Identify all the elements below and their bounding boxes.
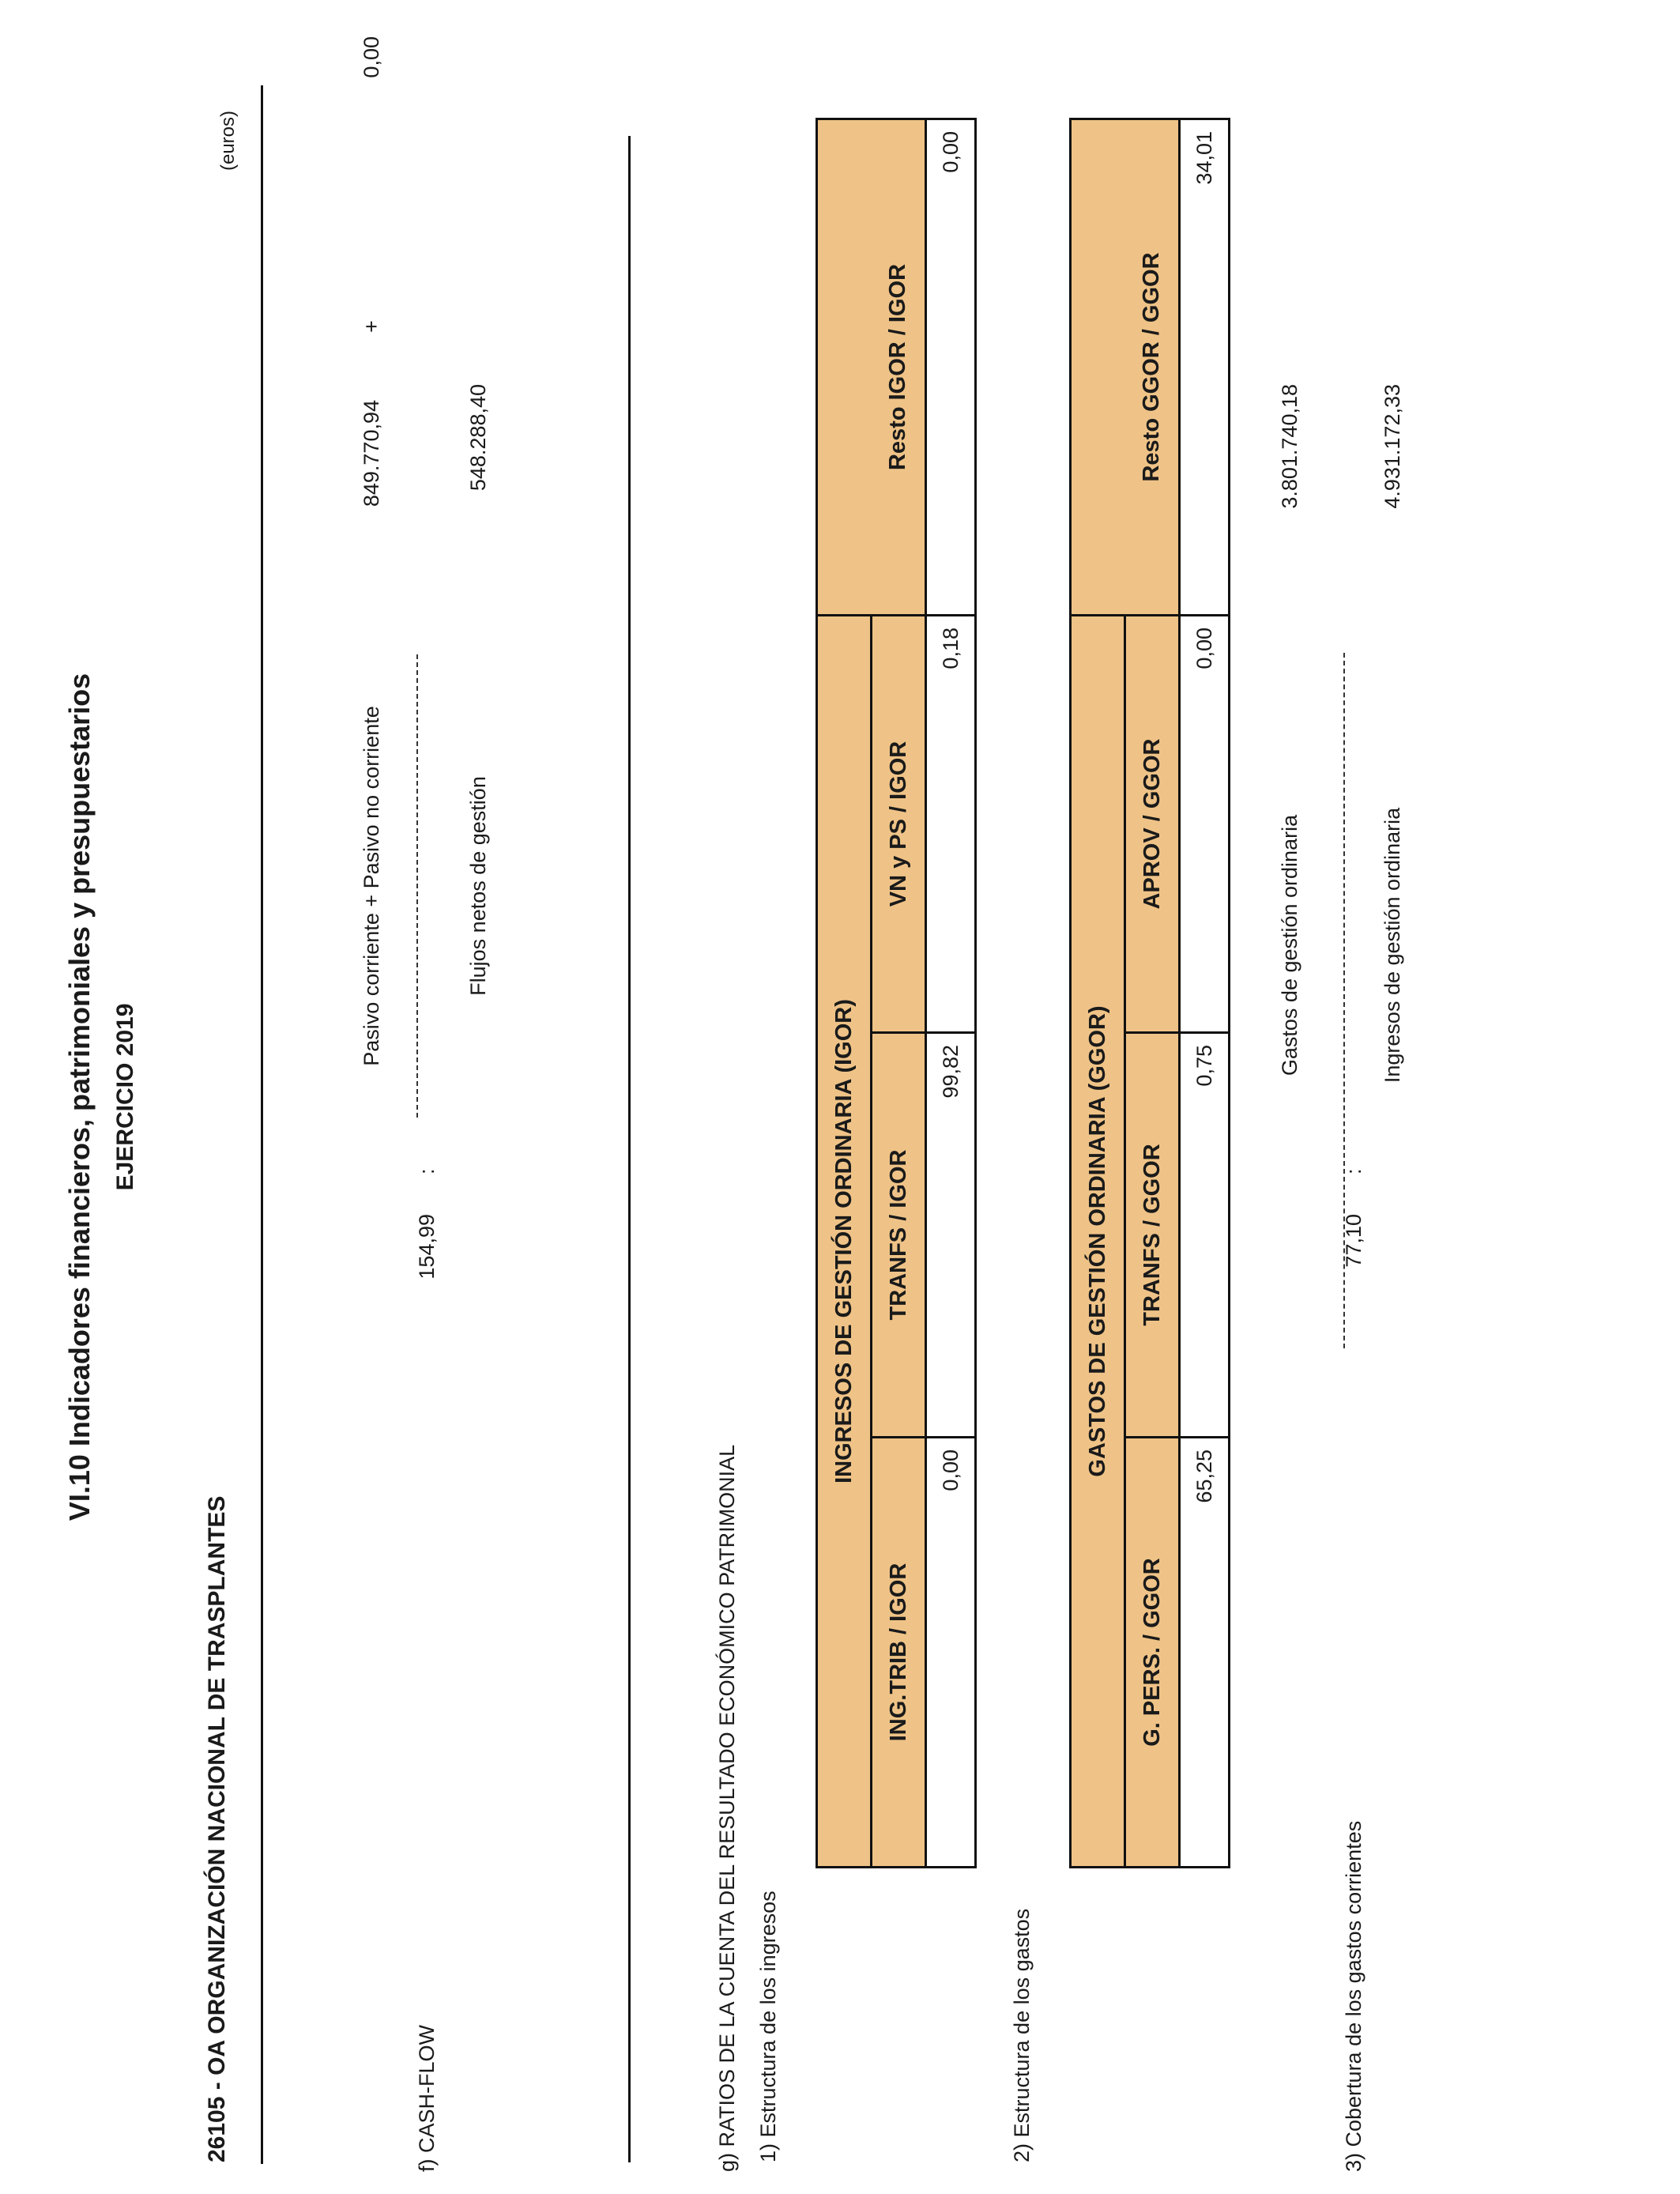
cobertura-numerator-value: 3.801.740,18	[1278, 384, 1301, 509]
ingresos-group-header: INGRESOS DE GESTIÓN ORDINARIA (IGOR)	[817, 616, 872, 1868]
cashflow-denominator-value: 548.288,40	[466, 384, 490, 492]
cobertura-numerator-label: Gastos de gestión ordinaria	[1278, 814, 1301, 1076]
cashflow-denominator-label: Flujos netos de gestión	[466, 776, 490, 996]
cobertura-denominator-value: 4.931.172,33	[1381, 384, 1404, 509]
ingresos-table	[816, 118, 977, 1868]
section-g-title: g) RATIOS DE LA CUENTA DEL RESULTADO ECONÓMICO PATRIMONIAL	[715, 1444, 739, 2172]
page-title: VI.10 Indicadores financieros, patrimoniales y presupuestarios	[63, 673, 96, 1521]
cashflow-separator: :	[415, 1168, 439, 1174]
organization-name: 26105 - OA ORGANIZACIÓN NACIONAL DE TRASPLANTES	[204, 1495, 230, 2162]
gastos-group-header: GASTOS DE GESTIÓN ORDINARIA (GGOR)	[1071, 616, 1125, 1868]
gastos-header-spacer	[1071, 119, 1125, 616]
gastos-value-resto: 34,01	[1180, 119, 1230, 616]
cashflow-fraction-line	[416, 654, 418, 1118]
ingresos-header-spacer	[817, 119, 872, 616]
top-value: 0,00	[360, 36, 383, 78]
ingresos-col-vnps: VN y PS / IGOR	[872, 616, 926, 1033]
section-rule	[628, 136, 631, 2162]
header-rule	[261, 85, 263, 2164]
ingresos-value-tranfs: 99,82	[926, 1033, 976, 1438]
gastos-col-resto: Resto GGOR / GGOR	[1125, 119, 1180, 616]
cashflow-result: 154,99	[415, 1214, 439, 1280]
gastos-table	[1069, 118, 1230, 1868]
gastos-value-aprov: 0,00	[1180, 616, 1230, 1033]
ingresos-value-ingtrib: 0,00	[926, 1438, 976, 1868]
gastos-label: 2) Estructura de los gastos	[1010, 1908, 1034, 2162]
gastos-col-gpers: G. PERS. / GGOR	[1125, 1438, 1180, 1868]
cobertura-result: 77,10	[1342, 1214, 1365, 1268]
ingresos-value-resto: 0,00	[926, 119, 976, 616]
ingresos-col-ingtrib: ING.TRIB / IGOR	[872, 1438, 926, 1868]
cashflow-label: f) CASH-FLOW	[415, 2025, 439, 2172]
ingresos-value-vnps: 0,18	[926, 616, 976, 1033]
cobertura-label: 3) Cobertura de los gastos corrientes	[1342, 1820, 1365, 2172]
ingresos-col-resto: Resto IGOR / IGOR	[872, 119, 926, 616]
gastos-value-gpers: 65,25	[1180, 1438, 1230, 1868]
ingresos-label: 1) Estructura de los ingresos	[756, 1891, 780, 2162]
cobertura-separator: :	[1342, 1168, 1365, 1174]
gastos-col-tranfs: TRANFS / GGOR	[1125, 1033, 1180, 1438]
page-subtitle: EJERCICIO 2019	[112, 1003, 138, 1191]
ingresos-col-tranfs: TRANFS / IGOR	[872, 1033, 926, 1438]
cobertura-denominator-label: Ingresos de gestión ordinaria	[1381, 807, 1404, 1084]
units-label: (euros)	[217, 110, 239, 171]
gastos-col-aprov: APROV / GGOR	[1125, 616, 1180, 1033]
cobertura-fraction-line	[1343, 653, 1345, 1348]
cashflow-numerator-value: 849.770,94	[360, 400, 383, 507]
cashflow-plus: +	[360, 320, 383, 333]
gastos-value-tranfs: 0,75	[1180, 1033, 1230, 1438]
cashflow-numerator-label: Pasivo corriente + Pasivo no corriente	[360, 706, 383, 1066]
